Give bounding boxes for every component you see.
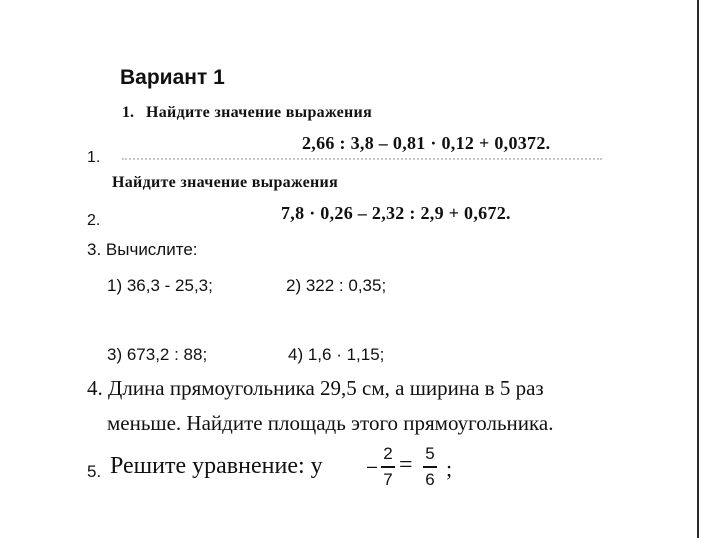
task5-number: 5. [87, 462, 102, 481]
page-right-border [697, 0, 699, 538]
fraction-1-bar [381, 466, 395, 468]
task5-fraction-1 [381, 444, 395, 490]
task3-part-1: 1) 36,3 - 25,3; [107, 276, 213, 295]
task1-expression: 2,66 : 3,8 – 0,81 · 0,12 + 0,0372. [302, 133, 551, 153]
fraction-2-numerator: 5 [425, 444, 435, 463]
task5-equals: = [399, 452, 413, 478]
task3-part-4: 4) 1,6 · 1,15; [288, 345, 385, 364]
task3-part-3: 3) 673,2 : 88; [107, 345, 208, 364]
task3-title: 3. Вычислите: [87, 240, 198, 259]
variant-title: Вариант 1 [120, 66, 225, 89]
task1-item-number: 1. [87, 149, 101, 166]
task1-text: Найдите значение выражения [146, 104, 373, 121]
scan-artifact-line [122, 158, 602, 166]
fraction-1-denominator: 7 [383, 469, 393, 489]
fraction-2-denominator: 6 [425, 469, 435, 489]
task2-text: Найдите значение выражения [112, 174, 339, 191]
task1-scan-number: 1. [122, 104, 134, 121]
task5-text: Решите уравнение: у [110, 453, 323, 479]
task2-item-number: 2. [87, 212, 101, 229]
task5-semicolon: ; [446, 456, 453, 481]
task4-line-1: 4. Длина прямоугольника 29,5 см, а ширина в 5 раз [87, 376, 544, 400]
task4-line-2: меньше. Найдите площадь этого прямоугольника. [107, 411, 554, 435]
fraction-2-bar [423, 466, 437, 468]
task3-part-2: 2) 322 : 0,35; [286, 276, 387, 295]
task5-minus: – [367, 456, 378, 476]
task2-expression: 7,8 · 0,26 – 2,32 : 2,9 + 0,672. [281, 203, 511, 223]
task5-fraction-2 [423, 444, 437, 490]
fraction-1-numerator: 2 [383, 444, 393, 463]
